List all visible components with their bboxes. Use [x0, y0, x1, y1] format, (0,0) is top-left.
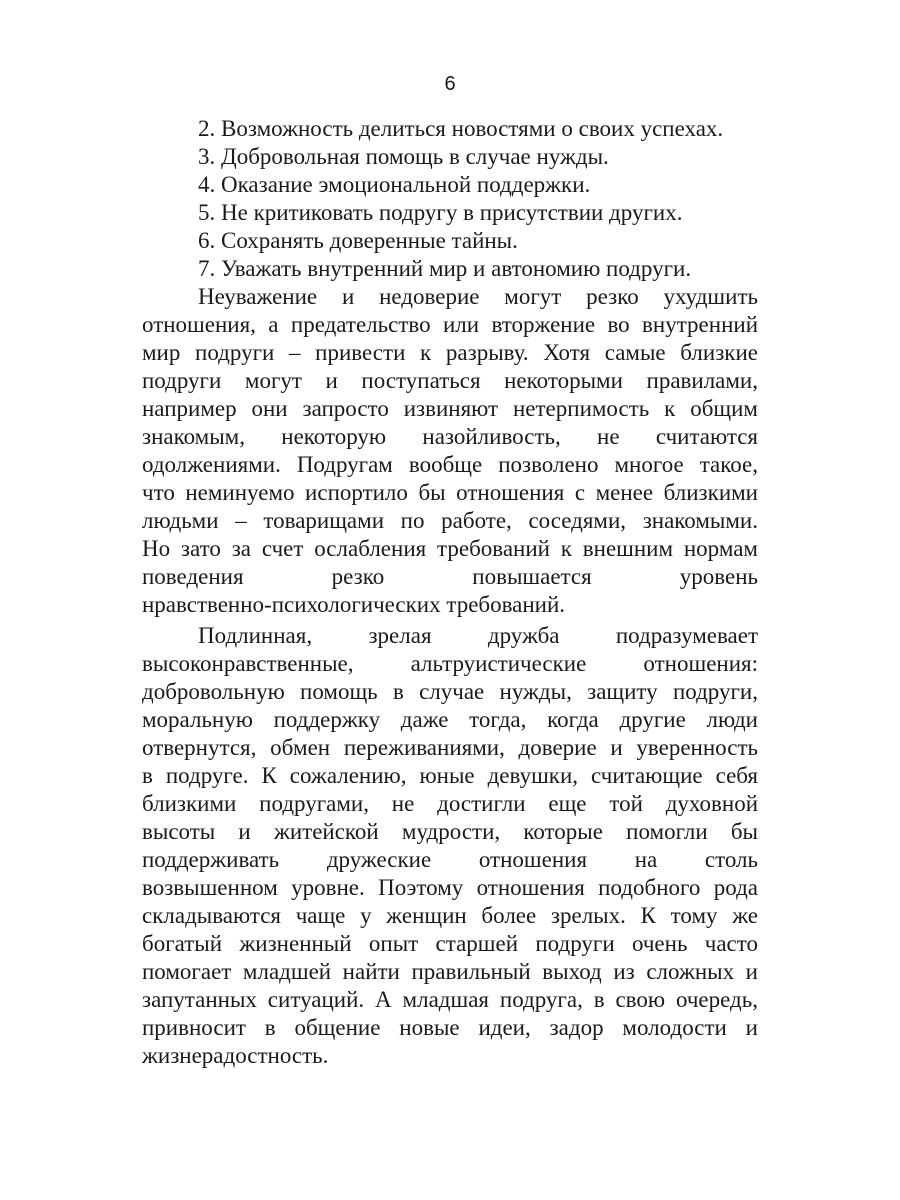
paragraph-line: близкими подругами, не достигли еще той духовной	[142, 791, 758, 816]
paragraph-line: подруги могут и поступаться некоторыми правилами,	[142, 368, 758, 393]
paragraph-line: поведения резко повышается уровень	[142, 564, 758, 589]
numbered-list	[142, 115, 758, 283]
paragraph-line: отношения, а предательство или вторжение во внутренний	[142, 312, 758, 337]
paragraph-line: богатый жизненный опыт старшей подруги очень часто	[142, 931, 758, 956]
paragraph-line: жизнерадостность.	[142, 1043, 329, 1068]
paragraph-line: привносит в общение новые идеи, задор молодости и	[142, 1015, 758, 1040]
page-number: 6	[444, 73, 456, 95]
list-item: 3. Добровольная помощь в случае нужды.	[198, 144, 609, 169]
paragraph-line: мир подруги – привести к разрыву. Хотя самые близкие	[142, 340, 758, 365]
paragraph-1	[142, 283, 758, 619]
paragraph-line: одолжениями. Подругам вообще позволено многое такое,	[142, 452, 758, 477]
paragraph-line: моральную поддержку даже тогда, когда другие люди	[142, 707, 758, 732]
paragraph-line: добровольную помощь в случае нужды, защиту подруги,	[142, 679, 758, 704]
paragraph-line: знакомым, некоторую назойливость, не считаются	[142, 424, 758, 449]
list-item: 6. Сохранять доверенные тайны.	[198, 228, 518, 253]
paragraph-line: Но зато за счет ослабления требований к внешним нормам	[142, 536, 758, 561]
paragraph-line: отвернутся, обмен переживаниями, доверие и уверенность	[142, 735, 758, 760]
list-item: 4. Оказание эмоциональной поддержки.	[198, 172, 591, 197]
paragraph-line: возвышенном уровне. Поэтому отношения подобного рода	[142, 875, 758, 900]
paragraph-line: людьми – товарищами по работе, соседями, знакомыми.	[142, 508, 758, 533]
paragraph-line: высоты и житейской мудрости, которые помогли бы	[142, 819, 758, 844]
paragraph-line: помогает младшей найти правильный выход из сложных и	[142, 959, 758, 984]
paragraph-line: поддерживать дружеские отношения на столь	[142, 847, 758, 872]
paragraph-2	[142, 622, 758, 1070]
paragraph-line: в подруге. К сожалению, юные девушки, считающие себя	[142, 763, 758, 788]
list-item: 2. Возможность делиться новостями о своих успехах.	[198, 116, 724, 141]
list-item: 5. Не критиковать подругу в присутствии других.	[198, 200, 683, 225]
paragraph-line: высоконравственные, альтруистические отношения:	[142, 651, 758, 676]
paragraph-line: например они запросто извиняют нетерпимость к общим	[142, 396, 758, 421]
paragraph-line: Неуважение и недоверие могут резко ухудшить	[198, 284, 758, 309]
paragraph-line: Подлинная, зрелая дружба подразумевает	[198, 623, 758, 648]
paragraph-line: нравственно-психологических требований.	[142, 592, 566, 617]
paragraph-line: что неминуемо испортило бы отношения с менее близкими	[142, 480, 758, 505]
paragraph-line: запутанных ситуаций. А младшая подруга, в свою очередь,	[142, 987, 758, 1012]
body-text	[142, 115, 758, 1070]
paragraph-line: складываются чаще у женщин более зрелых. К тому же	[142, 903, 758, 928]
list-item: 7. Уважать внутренний мир и автономию подруги.	[198, 256, 692, 281]
